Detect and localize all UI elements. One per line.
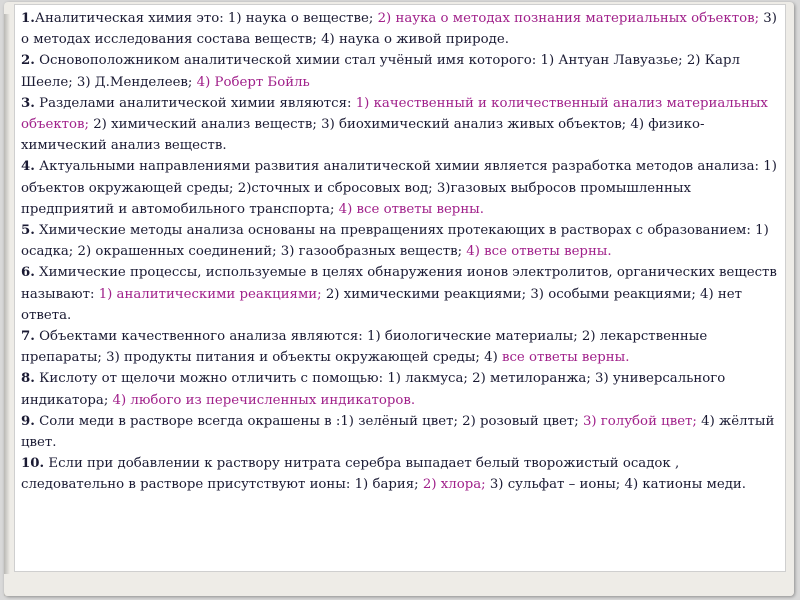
question-number: 9. [21,413,35,429]
question-text: Соли меди в растворе всегда окрашены в :1) зелёный цвет; 2) розовый цвет; [34,413,583,429]
question-text: 3) о методах исследования состава веществ; 4) наука о живой природе. [21,11,777,48]
correct-answer-text: 4) любого из перечисленных индикаторов. [112,392,416,408]
question-text: 4) жёлтый цвет. [21,413,775,451]
question-text: Основоположником аналитической химии стал учёный имя которого: 1) Антуан Лавуазье; 2) Карл Шееле; 3) Д.Менделеев; [21,53,740,90]
question-5 [21,220,781,262]
quiz-text-box [14,4,786,572]
question-6 [21,262,781,326]
card-edge-shadow [4,14,10,596]
question-text: Разделами аналитической химии являются: [34,95,356,111]
correct-answer-text: 4) все ответы верны. [466,244,612,260]
question-text: Аналитическая химия это: 1) наука о веществе; [34,11,378,26]
question-text: Кислоту от щелочи можно отличить с помощью: 1) лакмуса; 2) метилоранжа; 3) универсального индикатора; [21,371,726,408]
question-4 [21,156,781,220]
question-9 [21,411,781,453]
question-number: 1. [21,11,35,26]
question-number: 5. [21,223,35,239]
question-10 [21,453,781,495]
correct-answer-text: 2) хлора; [422,477,486,493]
correct-answer-text: все ответы верны. [502,350,630,366]
question-text: Химические процессы, используемые в целях обнаружения ионов электролитов, органических веществ называют: [21,265,777,302]
question-text: 2) химический анализ веществ; 3) биохимический анализ живых объектов; 4) физико-химический анализ веществ. [21,117,705,154]
question-text: 3) сульфат – ионы; 4) катионы меди. [485,477,746,493]
correct-answer-text: 3) голубой цвет; [582,413,697,429]
question-number: 10. [21,456,45,472]
question-number: 6. [21,265,35,281]
correct-answer-text: 4) все ответы верны. [338,201,484,217]
question-number: 3. [21,95,35,111]
question-number: 2. [21,53,35,69]
question-number: 8. [21,371,35,387]
question-number: 4. [21,159,35,175]
question-8 [21,368,781,410]
question-text: Химические методы анализа основаны на превращениях протекающих в растворах с образованием: 1) осадка; 2) окрашенных соединений; 3) газообразных веществ; [21,223,769,260]
question-text: Объектами качественного анализа являются: 1) биологические материалы; 2) лекарственные препараты; 3) продукты питания и объекты окружающей среды; 4) [21,329,708,366]
question-1 [21,8,781,50]
correct-answer-text: 2) наука о методах познания материальных объектов; [377,11,760,26]
slide-bottom-strip [4,574,794,596]
question-text: Если при добавлении к раствору нитрата серебра выпадает белый творожистый осадок , следовательно в растворе присутствуют ионы: 1) бария; [21,456,680,493]
question-7 [21,326,781,368]
question-number: 7. [21,329,35,345]
question-3 [21,93,781,157]
correct-answer-text: 1) аналитическими реакциями; [98,286,322,302]
question-text: 2) химическими реакциями; 3) особыми реакциями; 4) нет ответа. [21,286,742,323]
question-text: Актуальными направлениями развития аналитической химии является разработка методов анализа: 1) объектов окружающей среды; 2)сточных и сбросовых вод; 3)газовых выбросов промышленных предприятий и автомобильного транспорта; [21,159,777,217]
correct-answer-text: 1) качественный и количественный анализ материальных объектов; [21,95,768,133]
correct-answer-text: 4) Роберт Бойль [196,74,310,90]
question-2 [21,50,781,92]
